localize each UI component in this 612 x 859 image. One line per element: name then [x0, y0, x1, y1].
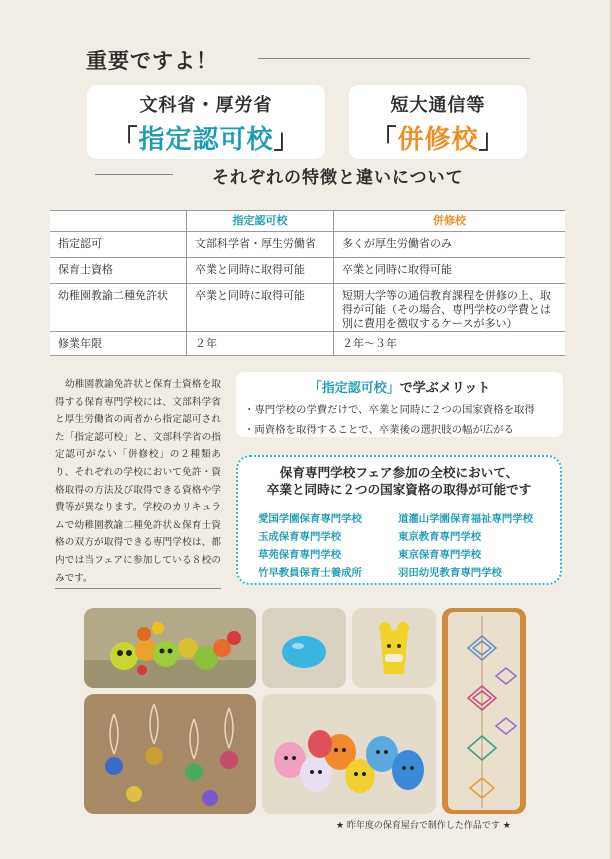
bracket-open: 「: [111, 125, 139, 155]
table-header-cell: 指定認可校: [187, 211, 334, 232]
school-name: 道灌山学園保育福祉専門学校: [398, 513, 534, 525]
table-row: [50, 332, 565, 356]
table-cell: ２年: [187, 332, 334, 356]
comparison-table: [50, 210, 565, 356]
strap-craft-photo: [84, 694, 256, 814]
school-name: 草苑保育専門学校: [258, 549, 342, 561]
school-name: 竹早教員保育士養成所: [258, 567, 362, 579]
table-cell: 文部科学省・厚生労働省: [187, 232, 334, 258]
bracket-close: 」: [273, 125, 301, 155]
table-cell: 幼稚園教諭二種免許状: [50, 284, 187, 332]
designated-school-box: [87, 85, 325, 159]
fair-title-line: 保育専門学校フェア参加の全校において、: [279, 465, 519, 480]
explanation-text: 幼稚園教諭免許状と保育士資格を取得する保育専門学校には、文部科学省と厚生労働省の両者から指定認可された「指定認可校」と、文部科学省の指定認可がない「併修校」の２種類あり、それぞれの学校において免許・資格取得の方法及び取得できる資格や学費等が異なります。学校のカリキュラムで幼稚園教諭二種免許状＆保育士資格の双方が取得できる専門学校は、都内では当フェアに参加している８校のみです。: [55, 379, 221, 584]
table-cell: 保育士資格: [50, 258, 187, 284]
concurrent-box-label: 併修校: [397, 125, 479, 155]
table-cell: 修業年限: [50, 332, 187, 356]
blue-slime-photo: [262, 608, 346, 688]
caterpillar-craft-photo: [84, 608, 256, 688]
concurrent-box-heading: [349, 119, 527, 156]
merit-item: ・両資格を取得することで、卒業後の選択肢の幅が広がる: [244, 424, 514, 436]
school-name: 東京保育専門学校: [398, 549, 482, 561]
table-cell: 卒業と同時に取得可能: [334, 258, 566, 284]
table-cell: 卒業と同時に取得可能: [187, 284, 334, 332]
table-cell: 指定認可: [50, 232, 187, 258]
yarn-ornament-photo: [442, 608, 526, 814]
table-row: [50, 284, 565, 332]
table-cell: 多くが厚生労働省のみ: [334, 232, 566, 258]
table-header-cell: 併修校: [334, 211, 566, 232]
concurrent-school-box: [349, 85, 527, 159]
school-list-right: [398, 510, 533, 582]
merit-title-rest: で学ぶメリット: [399, 381, 491, 396]
designated-box-label: 指定認可校: [138, 125, 274, 155]
table-cell: 短期大学等の通信教育課程を併修の上、取得が可能（その場合、専門学校の学費とは別に費用を徴収するケースが多い）: [334, 284, 566, 332]
designated-box-caption: 文科省・厚労省: [139, 95, 273, 116]
concurrent-box-caption: 短大通信等: [390, 95, 486, 116]
bracket-close: 」: [478, 125, 506, 155]
table-header-cell: [50, 211, 187, 232]
school-name: 愛国学園保育専門学校: [258, 513, 362, 525]
table-row: [50, 232, 565, 258]
merit-title-highlight: 「指定認可校」: [308, 381, 400, 396]
table-row: [50, 258, 565, 284]
header-divider: [258, 58, 530, 59]
school-name: 羽田幼児教育専門学校: [398, 567, 502, 579]
paper-cup-craft-photo: [352, 608, 436, 688]
school-name: 東京教育専門学校: [398, 531, 482, 543]
fair-title-line: 卒業と同時に２つの国家資格の取得が可能です: [266, 482, 532, 497]
header-title: 重要ですよ！: [86, 49, 218, 73]
subtitle-divider: [95, 174, 173, 175]
fair-schools-box: [236, 455, 562, 585]
explanation-divider: [55, 588, 221, 589]
school-list-left: [258, 510, 362, 582]
balloon-craft-photo: [262, 694, 436, 814]
table-cell: 卒業と同時に取得可能: [187, 258, 334, 284]
subtitle: それぞれの特徴と違いについて: [212, 168, 464, 188]
photo-caption: ★ 昨年度の保育屋台で制作した作品です ★: [336, 821, 511, 831]
merit-box: [236, 372, 563, 437]
table-header-row: [50, 211, 565, 232]
bracket-open: 「: [370, 125, 398, 155]
fair-title: [238, 464, 560, 498]
school-name: 玉成保育専門学校: [258, 531, 342, 543]
table-cell: ２年～３年: [334, 332, 566, 356]
merit-title: [236, 377, 563, 396]
designated-box-heading: [87, 119, 325, 156]
merit-item: ・専門学校の学費だけで、卒業と同時に２つの国家資格を取得: [244, 404, 535, 416]
